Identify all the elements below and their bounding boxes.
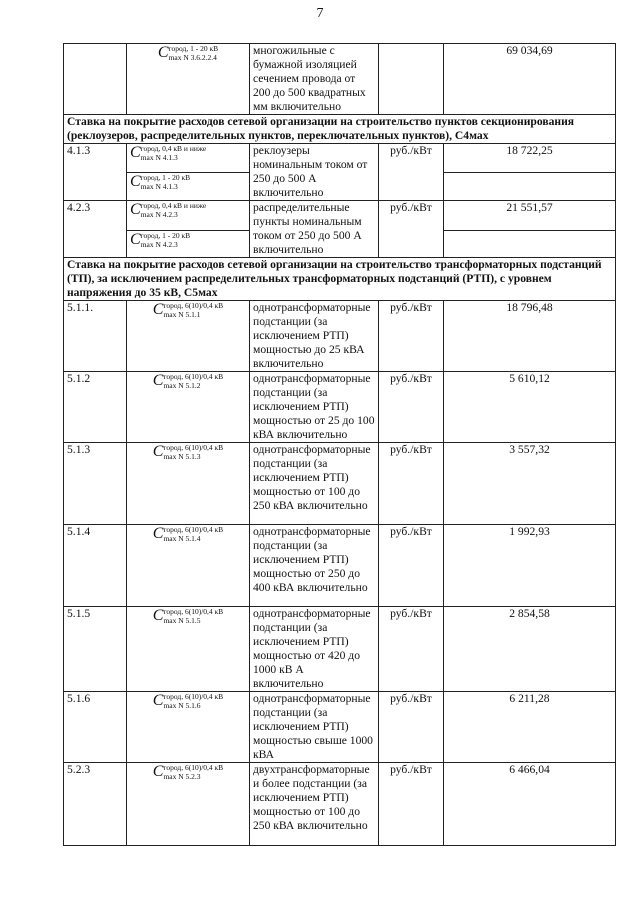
row-value: 69 034,69 (444, 44, 616, 115)
rate-formula: Cгород, 6(10)/0,4 кВ max N 5.1.2 (152, 372, 224, 390)
table-row (64, 201, 616, 231)
rate-formula: Cгород, 0,4 кВ и ниже max N 4.2.3 (130, 201, 207, 219)
rate-formula: Cгород, 6(10)/0,4 кВ max N 5.2.3 (152, 763, 224, 781)
row-number: 5.1.5 (64, 607, 127, 692)
row-description: распределительные пункты номинальным током от 250 до 500 А включительно (250, 201, 379, 258)
section-heading-c4: Ставка на покрытие расходов сетевой организации на строительство пунктов секционирования (реклоузеров, распределительных пунктов, переключательных пунктов), C4мах (64, 115, 616, 144)
row-description: однотрансформаторные подстанции (за исключением РТП) мощностью свыше 1000 кВА (250, 692, 379, 763)
row-unit: руб./кВт (379, 525, 444, 607)
row-description: однотрансформаторные подстанции (за исключением РТП) мощностью от 100 до 250 кВА включительно (250, 443, 379, 525)
row-number: 5.1.6 (64, 692, 127, 763)
rate-formula: Cгород, 1 - 20 кВ max N 4.2.3 (130, 230, 191, 249)
row-value: 18 796,48 (444, 301, 616, 372)
rate-formula: Cгород, 1 - 20 кВ max N 4.1.3 (130, 172, 191, 191)
row-unit: руб./кВт (379, 443, 444, 525)
row-unit: руб./кВт (379, 144, 444, 201)
row-value: 6 466,04 (444, 763, 616, 846)
row-description: реклоузеры номинальным током от 250 до 500 А включительно (250, 144, 379, 201)
tariff-table (63, 43, 616, 846)
row-description: двухтрансформаторные и более подстанции (за исключением РТП) мощностью от 100 до 250 кВА включительно (250, 763, 379, 846)
row-unit: руб./кВт (379, 201, 444, 258)
rate-formula: Cгород, 6(10)/0,4 кВ max N 5.1.4 (152, 525, 224, 543)
row-number: 5.2.3 (64, 763, 127, 846)
row-description: однотрансформаторные подстанции (за исключением РТП) мощностью от 420 до 1000 кВ А включительно (250, 607, 379, 692)
table-row (64, 301, 616, 372)
row-value: 1 992,93 (444, 525, 616, 607)
row-description: однотрансформаторные подстанции (за исключением РТП) мощностью от 25 до 100 кВА включительно (250, 372, 379, 443)
row-value: 2 854,58 (444, 607, 616, 692)
row-value: 18 722,25 (444, 144, 616, 173)
rate-formula: Cгород, 6(10)/0,4 кВ max N 5.1.1 (152, 301, 224, 319)
table-row (64, 525, 616, 607)
table-row (64, 443, 616, 525)
table-row (64, 692, 616, 763)
rate-formula: Cгород, 0,4 кВ и ниже max N 4.1.3 (130, 144, 207, 162)
row-description: однотрансформаторные подстанции (за исключением РТП) мощностью от 250 до 400 кВА включительно (250, 525, 379, 607)
section-heading-c5: Ставка на покрытие расходов сетевой организации на строительство трансформаторных подстанций (ТП), за исключением распределительных трансформаторных подстанций (РТП), с уровнем напряжения до 35 кВ, C5мах (64, 258, 616, 301)
row-unit: руб./кВт (379, 607, 444, 692)
row-value: 21 551,57 (444, 201, 616, 231)
row-number: 5.1.3 (64, 443, 127, 525)
rate-formula: Cгород, 6(10)/0,4 кВ max N 5.1.5 (152, 607, 224, 625)
row-number: 4.1.3 (64, 144, 127, 201)
row-description: многожильные с бумажной изоляцией сечением провода от 200 до 500 квадратных мм включительно (250, 44, 379, 115)
row-number: 5.1.2 (64, 372, 127, 443)
row-value: 3 557,32 (444, 443, 616, 525)
row-value: 6 211,28 (444, 692, 616, 763)
row-number: 5.1.1. (64, 301, 127, 372)
row-number: 4.2.3 (64, 201, 127, 258)
row-description: однотрансформаторные подстанции (за исключением РТП) мощностью до 25 кВА включительно (250, 301, 379, 372)
page-number: 7 (316, 6, 324, 21)
rate-formula: Cгород, 6(10)/0,4 кВ max N 5.1.6 (152, 692, 224, 710)
rate-formula: Cгород, 6(10)/0,4 кВ max N 5.1.3 (152, 443, 224, 461)
table-row (64, 607, 616, 692)
rate-formula: Cгород, 1 - 20 кВ max N 3.6.2.2.4 (157, 44, 219, 62)
row-number: 5.1.4 (64, 525, 127, 607)
row-unit: руб./кВт (379, 372, 444, 443)
row-unit: руб./кВт (379, 763, 444, 846)
table-row (64, 44, 616, 115)
row-value: 5 610,12 (444, 372, 616, 443)
row-unit: руб./кВт (379, 692, 444, 763)
table-row (64, 372, 616, 443)
table-row (64, 763, 616, 846)
row-unit: руб./кВт (379, 301, 444, 372)
table-row (64, 144, 616, 173)
